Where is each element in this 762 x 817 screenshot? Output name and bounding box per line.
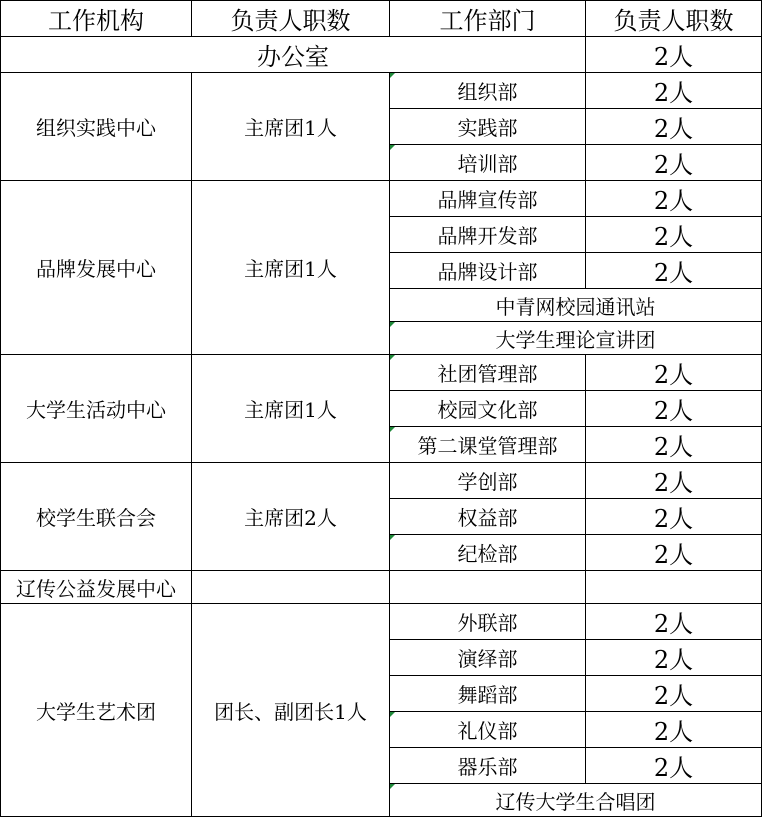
org-name: 大学生艺术团 <box>1 604 192 817</box>
department-count: 2人 <box>586 604 762 640</box>
department-name: 社团管理部 <box>390 355 586 391</box>
department-count: 2人 <box>586 748 762 784</box>
office-name: 办公室 <box>1 37 586 73</box>
department-name: 培训部 <box>390 145 586 181</box>
department-count: 2人 <box>586 355 762 391</box>
org-name: 校学生联合会 <box>1 463 192 571</box>
org-leader: 主席团1人 <box>192 355 390 463</box>
org-leader: 主席团1人 <box>192 181 390 355</box>
org-leader <box>192 571 390 604</box>
department-name: 权益部 <box>390 499 586 535</box>
department-count: 2人 <box>586 463 762 499</box>
department-name: 舞蹈部 <box>390 676 586 712</box>
department-count: 2人 <box>586 217 762 253</box>
department-count: 2人 <box>586 427 762 463</box>
department-name: 礼仪部 <box>390 712 586 748</box>
department-name: 品牌宣传部 <box>390 181 586 217</box>
org-leader: 主席团1人 <box>192 73 390 181</box>
table-row <box>1 571 762 604</box>
department-name: 纪检部 <box>390 535 586 571</box>
department-count: 2人 <box>586 181 762 217</box>
extra-unit: 辽传大学生合唱团 <box>390 784 762 817</box>
department-count <box>586 571 762 604</box>
table-row <box>1 463 762 499</box>
department-name: 第二课堂管理部 <box>390 427 586 463</box>
header-dept-leader-count: 负责人职数 <box>586 1 762 37</box>
department-count: 2人 <box>586 640 762 676</box>
header-org: 工作机构 <box>1 1 192 37</box>
header-department: 工作部门 <box>390 1 586 37</box>
department-name <box>390 571 586 604</box>
department-name: 品牌设计部 <box>390 253 586 289</box>
department-count: 2人 <box>586 109 762 145</box>
department-name: 实践部 <box>390 109 586 145</box>
department-count: 2人 <box>586 499 762 535</box>
department-name: 器乐部 <box>390 748 586 784</box>
department-name: 组织部 <box>390 73 586 109</box>
org-name: 组织实践中心 <box>1 73 192 181</box>
table-row <box>1 73 762 109</box>
department-count: 2人 <box>586 145 762 181</box>
department-count: 2人 <box>586 391 762 427</box>
department-name: 品牌开发部 <box>390 217 586 253</box>
department-count: 2人 <box>586 535 762 571</box>
department-count: 2人 <box>586 712 762 748</box>
department-name: 外联部 <box>390 604 586 640</box>
org-name: 品牌发展中心 <box>1 181 192 355</box>
department-count: 2人 <box>586 73 762 109</box>
table-row <box>1 181 762 217</box>
org-leader: 团长、副团长1人 <box>192 604 390 817</box>
org-leader: 主席团2人 <box>192 463 390 571</box>
department-name: 校园文化部 <box>390 391 586 427</box>
table-row <box>1 604 762 640</box>
extra-unit: 大学生理论宣讲团 <box>390 322 762 355</box>
department-count: 2人 <box>586 253 762 289</box>
department-name: 演绎部 <box>390 640 586 676</box>
extra-unit: 中青网校园通讯站 <box>390 289 762 322</box>
department-name: 学创部 <box>390 463 586 499</box>
office-count: 2人 <box>586 37 762 73</box>
department-count: 2人 <box>586 676 762 712</box>
office-row <box>1 37 762 73</box>
header-leader-count: 负责人职数 <box>192 1 390 37</box>
org-name: 大学生活动中心 <box>1 355 192 463</box>
header-row <box>1 1 762 37</box>
org-name: 辽传公益发展中心 <box>1 571 192 604</box>
table-row <box>1 355 762 391</box>
